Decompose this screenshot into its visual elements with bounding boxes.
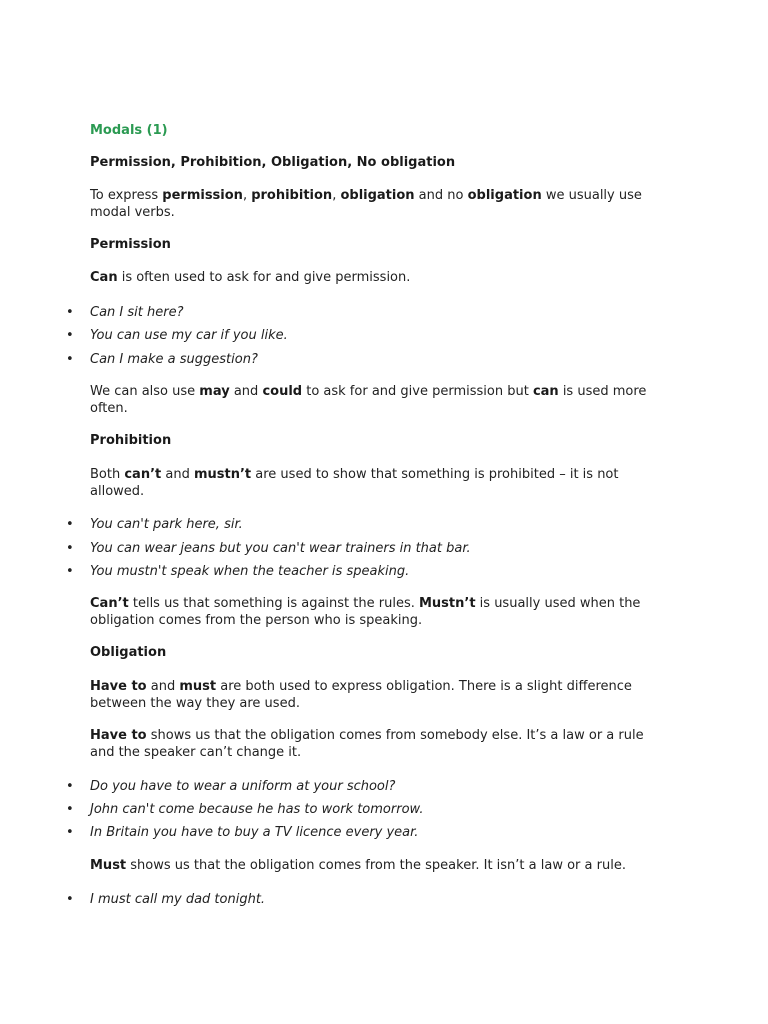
bullet-icon: • xyxy=(66,802,74,817)
intro-paragraph: To express permission, prohibition, obligation and no obligation we usually use modal verbs. xyxy=(90,188,642,220)
bullet-icon: • xyxy=(66,541,74,556)
list-item: In Britain you have to buy a TV licence every year. xyxy=(90,825,419,840)
obligation-paragraph-1: Have to and must are both used to express obligation. There is a slight difference between the way they are used. xyxy=(90,679,632,711)
section-heading-obligation: Obligation xyxy=(90,645,167,660)
bullet-icon: • xyxy=(66,305,74,320)
prohibition-paragraph-2: Can’t tells us that something is against the rules. Mustn’t is usually used when the obligation comes from the person who is speaking. xyxy=(90,596,641,628)
bullet-icon: • xyxy=(66,825,74,840)
list-item: John can't come because he has to work tomorrow. xyxy=(90,802,424,817)
bullet-icon: • xyxy=(66,517,74,532)
section-heading-permission: Permission xyxy=(90,237,171,252)
page-title: Modals (1) xyxy=(90,123,168,138)
list-item: You can wear jeans but you can't wear trainers in that bar. xyxy=(90,541,471,556)
list-item: Can I sit here? xyxy=(90,305,184,320)
prohibition-paragraph-1: Both can’t and mustn’t are used to show that something is prohibited – it is not allowed. xyxy=(90,467,619,499)
page-subtitle: Permission, Prohibition, Obligation, No obligation xyxy=(90,155,456,170)
bullet-icon: • xyxy=(66,892,74,907)
list-item: You mustn't speak when the teacher is speaking. xyxy=(90,564,410,579)
obligation-paragraph-2: Have to shows us that the obligation comes from somebody else. It’s a law or a rule and the speaker can’t change it. xyxy=(90,728,644,760)
bullet-icon: • xyxy=(66,352,74,367)
permission-paragraph-1: Can is often used to ask for and give permission. xyxy=(90,270,411,285)
bullet-icon: • xyxy=(66,328,74,343)
list-item: Do you have to wear a uniform at your school? xyxy=(90,779,396,794)
bullet-icon: • xyxy=(66,564,74,579)
permission-paragraph-2: We can also use may and could to ask for and give permission but can is used more often. xyxy=(90,384,647,416)
list-item: Can I make a suggestion? xyxy=(90,352,258,367)
section-heading-prohibition: Prohibition xyxy=(90,433,172,448)
list-item: You can use my car if you like. xyxy=(90,328,288,343)
list-item: I must call my dad tonight. xyxy=(90,892,266,907)
bullet-icon: • xyxy=(66,779,74,794)
list-item: You can't park here, sir. xyxy=(90,517,243,532)
obligation-paragraph-3: Must shows us that the obligation comes from the speaker. It isn’t a law or a rule. xyxy=(90,858,626,873)
